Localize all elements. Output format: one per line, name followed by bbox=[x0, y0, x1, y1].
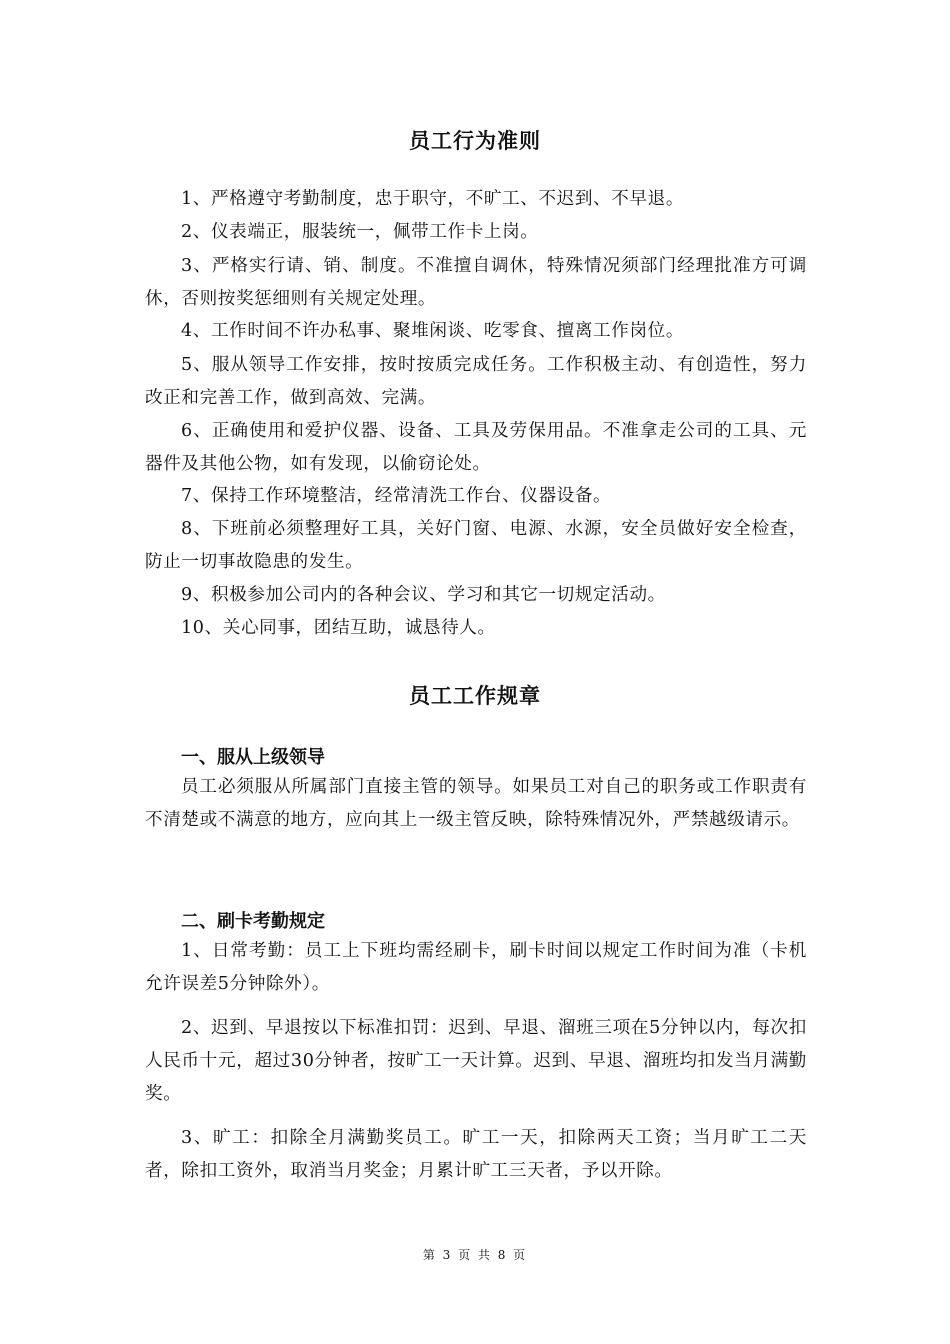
conduct-item-5: 5、服从领导工作安排，按时按质完成任务。工作积极主动、有创造性，努力改正和完善工作，做到高效、完满。 bbox=[145, 355, 807, 408]
attendance-item-2: 2、迟到、早退按以下标准扣罚：迟到、早退、溜班三项在5分钟以内，每次扣人民币十元，超过30分钟者，按旷工一天计算。迟到、早退、溜班均扣发当月满勤奖。 bbox=[145, 1018, 807, 1104]
section-1-heading: 一、服从上级领导 bbox=[181, 747, 325, 768]
attendance-item-1: 1、日常考勤：员工上下班均需经刷卡，刷卡时间以规定工作时间为准（卡机允许误差5分钟除外）。 bbox=[145, 941, 807, 994]
section-1-text: 员工必须服从所属部门直接主管的领导。如果员工对自己的职务或工作职责有不清楚或不满意的地方，应向其上一级主管反映，除特殊情况外，严禁越级请示。 bbox=[145, 777, 807, 830]
conduct-item-1: 1、严格遵守考勤制度，忠于职守，不旷工、不迟到、不早退。 bbox=[181, 189, 685, 209]
conduct-item-4: 4、工作时间不许办私事、聚堆闲谈、吃零食、擅离工作岗位。 bbox=[181, 321, 685, 341]
conduct-item-2: 2、仪表端正，服装统一，佩带工作卡上岗。 bbox=[181, 222, 539, 242]
section-2-heading: 二、刷卡考勤规定 bbox=[181, 911, 325, 932]
rules-title: 员工工作规章 bbox=[409, 684, 541, 708]
conduct-item-10: 10、关心同事，团结互助，诚恳待人。 bbox=[181, 618, 496, 638]
conduct-item-8: 8、下班前必须整理好工具，关好门窗、电源、水源，安全员做好安全检查，防止一切事故隐患的发生。 bbox=[145, 519, 807, 572]
conduct-item-6: 6、正确使用和爱护仪器、设备、工具及劳保用品。不准拿走公司的工具、元器件及其他公物，如有发现，以偷窃论处。 bbox=[145, 421, 807, 474]
conduct-item-9: 9、积极参加公司内的各种会议、学习和其它一切规定活动。 bbox=[181, 585, 666, 605]
attendance-item-3: 3、旷工：扣除全月满勤奖员工。旷工一天，扣除两天工资；当月旷工二天者，除扣工资外，取消当月奖金；月累计旷工三天者，予以开除。 bbox=[145, 1128, 807, 1181]
conduct-item-7: 7、保持工作环境整洁，经常清洗工作台、仪器设备。 bbox=[181, 486, 612, 506]
page-number-footer: 第 3 页 共 8 页 bbox=[422, 1248, 528, 1262]
conduct-item-3: 3、严格实行请、销、制度。不准擅自调休，特殊情况须部门经理批准方可调休，否则按奖惩细则有关规定处理。 bbox=[145, 256, 807, 309]
conduct-title: 员工行为准则 bbox=[409, 129, 541, 153]
